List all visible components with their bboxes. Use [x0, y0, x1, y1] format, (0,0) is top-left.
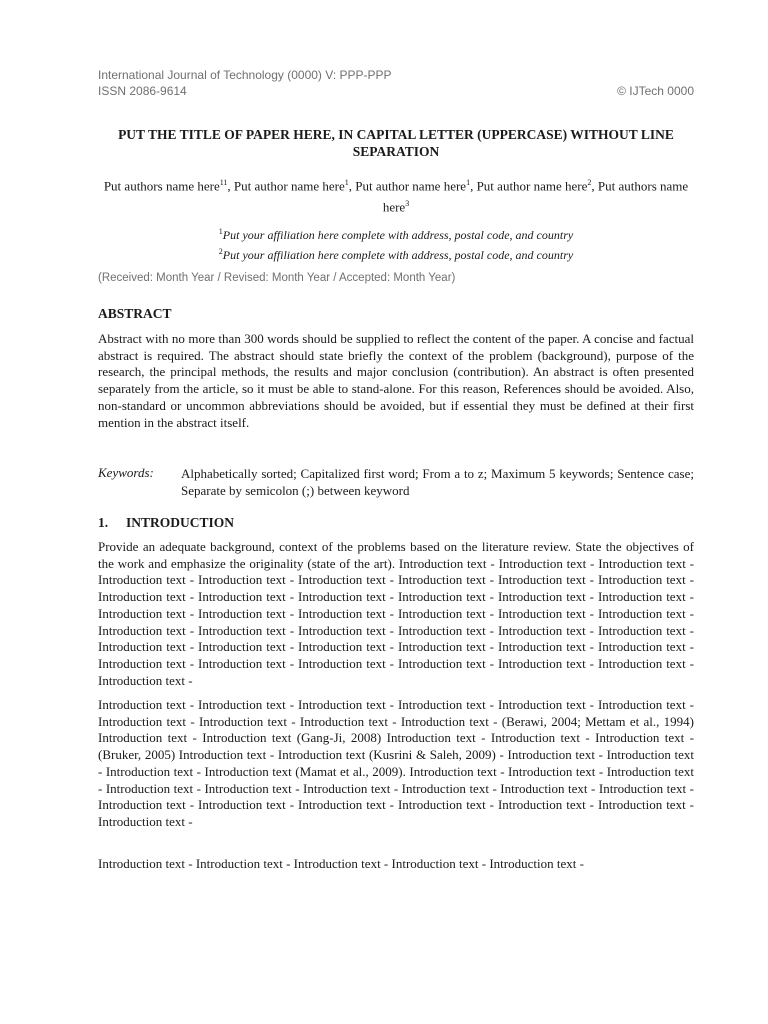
journal-header: International Journal of Technology (0000) V: PPP-PPP [98, 68, 392, 82]
copyright-line: © IJTech 0000 [617, 84, 694, 98]
author-affiliation-mark: 2 [587, 178, 592, 187]
introduction-paragraph-2: Introduction text - Introduction text - Introduction text - Introduction text - Introduction text - Introduction text - Introduction text - Introduction text - Introduction text - Introduction text - (Berawi, 2004; Mettam et al., 1994) Introduction text - Introduction text (Gang-Ji, 2008) Introduction text - Introduction text - Introduction text - (Bruker, 2005) Introduction text - Introduction text (Kusrini & Saleh, 2009) - Introduction text - Introduction text - Introduction text - Introduction text (Mamat et al., 2009). Introduction text - Introduction text - Introduction text - Introduction text - Introduction text - Introduction text - Introduction text - Introduction text - Introduction text - Introduction text - Introduction text - Introduction text - Introduction text - Introduction text - Introduction text - Introduction text - [98, 697, 694, 829]
affiliation-line [98, 224, 694, 244]
affiliation-mark: 2 [218, 246, 223, 256]
author-list [98, 174, 694, 217]
author-affiliation-mark: 1 [466, 178, 471, 187]
author-name: , Put authors name here [382, 178, 689, 215]
abstract-heading: ABSTRACT [98, 306, 172, 321]
section-title: INTRODUCTION [126, 515, 235, 530]
author-affiliation-mark: 1 [344, 178, 349, 187]
author-name: , Put author name here [470, 178, 588, 194]
affiliation-list [98, 224, 694, 263]
received-dates: (Received: Month Year / Revised: Month Year / Accepted: Month Year) [98, 272, 456, 284]
section-number: 1. [98, 515, 109, 530]
abstract-text: Abstract with no more than 300 words should be supplied to reflect the content of the paper. A concise and factual abstract is required. The abstract should state briefly the context of the problem (background), purpose of the research, the principal methods, the results and major conclusion (contribution). An abstract is often presented separately from the article, so it must be able to stand-alone. For this reason, References should be avoided. Also, non-standard or uncommon abbreviations should be avoided, but if essential they must be defined at their first mention in the abstract itself. [98, 331, 694, 430]
introduction-heading [98, 515, 234, 531]
keywords-text: Alphabetically sorted; Capitalized first word; From a to z; Maximum 5 keywords; Sentence case; Separate by semicolon (;) between keyword [181, 466, 694, 498]
author-affiliation-mark: 3 [405, 199, 410, 209]
issn-line: ISSN 2086-9614 [98, 84, 187, 98]
paper-title: PUT THE TITLE OF PAPER HERE, IN CAPITAL LETTER (UPPERCASE) WITHOUT LINE SEPARATION [118, 127, 674, 159]
author-affiliation-mark: 11 [219, 178, 228, 187]
introduction-paragraph-3: Introduction text - Introduction text - Introduction text - Introduction text - Introduction text - [98, 856, 584, 871]
author-name: , Put author name here [348, 178, 467, 194]
author-name: , Put author name here [227, 178, 345, 194]
affiliation-text: Put your affiliation here complete with address, postal code, and country [222, 247, 574, 262]
affiliation-line [98, 244, 694, 264]
author-name: Put authors name here [103, 178, 220, 194]
affiliation-text: Put your affiliation here complete with address, postal code, and country [222, 228, 574, 242]
introduction-paragraph-1: Provide an adequate background, context of the problems based on the literature review. State the objectives of the work and emphasize the originality (state of the art). Introduction text - Introduction text - Introduction text - Introduction text - Introduction text - Introduction text - Introduction text - Introduction text - Introduction text - Introduction text - Introduction text - Introduction text - Introduction text - Introduction text - Introduction text - Introduction text - Introduction text - Introduction text - Introduction text - Introduction text - Introduction text - Introduction text - Introduction text - Introduction text - Introduction text - Introduction text - Introduction text - Introduction text - Introduction text - Introduction text - Introduction text - Introduction text - Introduction text - Introduction text - Introduction text - Introduction text - Introduction text - Introduction text - Introduction text - Introduction text - [98, 539, 694, 688]
keywords-label: Keywords: [98, 465, 154, 480]
affiliation-mark: 1 [218, 227, 223, 236]
